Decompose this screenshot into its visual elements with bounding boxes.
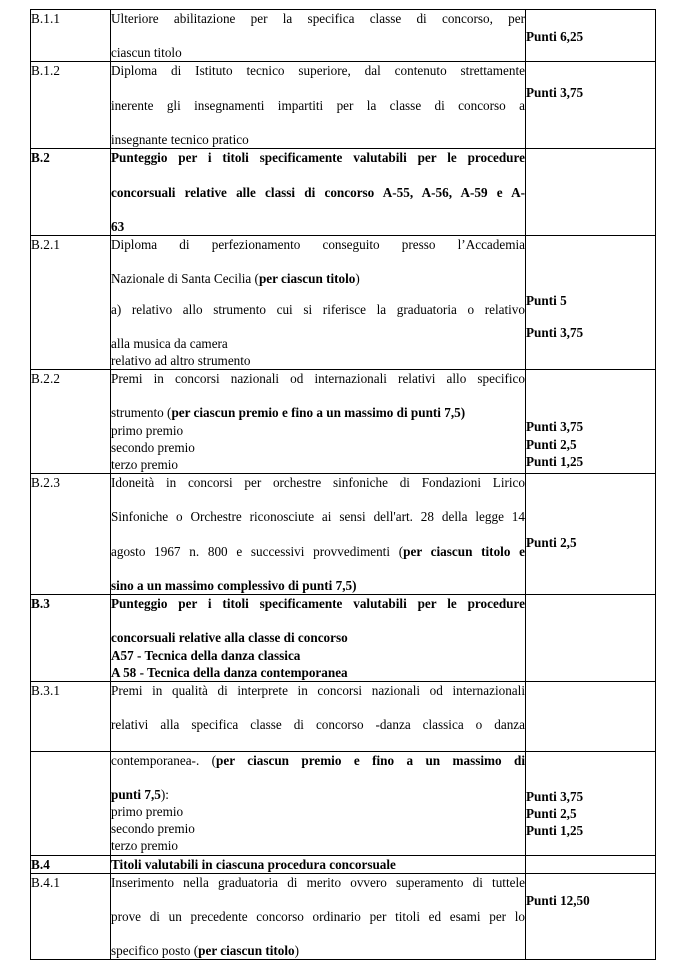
row-code: B.4.1 [31, 874, 61, 890]
points-block [526, 370, 655, 470]
row-description-cell [111, 149, 526, 236]
scoring-criteria-table [30, 9, 656, 960]
row-points-cell [526, 751, 656, 855]
row-points-cell [526, 236, 656, 370]
description-line: 63 [111, 218, 125, 234]
table-row [31, 751, 656, 855]
description-line: Inserimento nella graduatoria di merito ovvero superamento di tuttele [111, 874, 525, 890]
points-value: Punti 3,75 [526, 325, 584, 341]
description-line: Ulteriore abilitazione per la specifica classe di concorso, per [111, 11, 525, 26]
points-value: Punti 3,75 [526, 788, 584, 804]
row-code: B.3.1 [31, 682, 61, 698]
row-points-cell [526, 855, 656, 873]
table-row [31, 10, 656, 62]
table-row [31, 474, 656, 595]
points-block [526, 62, 655, 101]
row-description-cell [111, 370, 526, 474]
description-line: concorsuali relative alle classi di concorso A-55, A-56, A-59 e A- [111, 184, 525, 200]
row-points-cell [526, 474, 656, 595]
description-line: A 58 - Tecnica della danza contemporanea [111, 664, 348, 680]
description-line: a) relativo allo strumento cui si riferisce la graduatoria o relativo [111, 301, 525, 317]
description-line: Premi in concorsi nazionali od internazionali relativi allo specifico [111, 371, 525, 387]
row-code-cell [31, 62, 111, 149]
description-line: sino a un massimo complessivo di punti 7,5) [111, 578, 357, 593]
description-line: contemporanea-. (per ciascun premio e fino a un massimo di [111, 752, 525, 768]
row-code-cell [31, 149, 111, 236]
row-description-cell [111, 62, 526, 149]
points-value: Punti 2,5 [526, 436, 577, 452]
row-code: B.3 [31, 596, 50, 612]
row-description-cell [111, 474, 526, 595]
row-points-cell [526, 10, 656, 62]
row-points-cell [526, 149, 656, 236]
table-row [31, 681, 656, 751]
description-line: Diploma di perfezionamento conseguito presso l’Accademia [111, 237, 525, 253]
row-code-cell [31, 10, 111, 62]
table-row [31, 370, 656, 474]
points-block [526, 10, 655, 45]
row-code-cell [31, 855, 111, 873]
row-code: B.1.1 [31, 11, 61, 26]
points-block [526, 752, 655, 840]
row-code-cell [31, 236, 111, 370]
row-description-cell [111, 855, 526, 873]
description-line: punti 7,5): [111, 786, 169, 802]
row-description-cell [111, 751, 526, 855]
row-description-cell [111, 236, 526, 370]
row-code: B.2 [31, 150, 50, 166]
description-line: terzo premio [111, 838, 179, 854]
table-row [31, 595, 656, 682]
description-line: Sinfoniche o Orchestre riconosciute ai sensi dell'art. 28 della legge 14 [111, 509, 525, 525]
description-line: A57 - Tecnica della danza classica [111, 647, 301, 663]
row-points-cell [526, 681, 656, 751]
description-line: concorsuali relative alla classe di concorso [111, 630, 348, 646]
points-value: Punti 2,5 [526, 805, 577, 821]
row-code-cell [31, 873, 111, 960]
row-description-cell [111, 873, 526, 960]
description-line: prove di un precedente concorso ordinario per titoli ed esami per lo [111, 908, 525, 924]
description-line: alla musica da camera [111, 335, 228, 351]
points-value: Punti 12,50 [526, 892, 590, 908]
description-line: insegnante tecnico pratico [111, 132, 249, 148]
description-line: Titoli valutabili in ciascuna procedura concorsuale [111, 856, 396, 872]
row-code: B.2.1 [31, 237, 61, 253]
table-row [31, 62, 656, 149]
points-value: Punti 3,75 [526, 419, 584, 435]
points-value: Punti 5 [526, 293, 567, 309]
row-code-cell [31, 474, 111, 595]
points-block [526, 874, 655, 909]
row-description-cell [111, 10, 526, 62]
row-points-cell [526, 370, 656, 474]
table-row [31, 236, 656, 370]
description-line: Nazionale di Santa Cecilia (per ciascun titolo) [111, 271, 360, 287]
row-code-cell [31, 751, 111, 855]
points-value: Punti 3,75 [526, 85, 584, 101]
description-line: ciascun titolo [111, 45, 182, 61]
description-line: primo premio [111, 422, 184, 438]
description-line: Punteggio per i titoli specificamente valutabili per le procedure [111, 150, 525, 166]
row-description-cell [111, 681, 526, 751]
description-line: relativi alla specifica classe di concorso -danza classica o danza [111, 717, 525, 733]
table-row [31, 149, 656, 236]
row-code: B.4 [31, 856, 50, 872]
row-code-cell [31, 595, 111, 682]
row-points-cell [526, 873, 656, 960]
row-code-cell [31, 370, 111, 474]
description-line: Diploma di Istituto tecnico superiore, dal contenuto strettamente [111, 63, 525, 79]
description-line: primo premio [111, 804, 184, 820]
description-line: inerente gli insegnamenti impartiti per la classe di concorso a [111, 97, 525, 113]
description-line: terzo premio [111, 456, 179, 472]
row-code: B.2.3 [31, 475, 61, 491]
row-code-cell [31, 681, 111, 751]
blank-line [111, 288, 525, 301]
description-line: secondo premio [111, 821, 195, 837]
points-value: Punti 1,25 [526, 453, 584, 469]
row-description-cell [111, 595, 526, 682]
description-line: Idoneità in concorsi per orchestre sinfoniche di Fondazioni Lirico [111, 475, 525, 491]
row-points-cell [526, 62, 656, 149]
row-code: B.2.2 [31, 371, 61, 387]
table-body [31, 10, 656, 960]
points-block [526, 236, 655, 342]
row-code: B.1.2 [31, 63, 61, 79]
description-line: strumento (per ciascun premio e fino a un massimo di punti 7,5) [111, 405, 466, 421]
points-block [526, 474, 655, 551]
row-points-cell [526, 595, 656, 682]
description-line: specifico posto (per ciascun titolo) [111, 943, 300, 959]
points-value: Punti 2,5 [526, 535, 577, 551]
points-value: Punti 1,25 [526, 823, 584, 839]
table-row [31, 855, 656, 873]
table-row [31, 873, 656, 960]
description-line: relativo ad altro strumento [111, 352, 251, 368]
points-value: Punti 6,25 [526, 29, 584, 44]
description-line: Punteggio per i titoli specificamente valutabili per le procedure [111, 596, 525, 612]
description-line: agosto 1967 n. 800 e successivi provvedimenti (per ciascun titolo e [111, 543, 525, 559]
description-line: Premi in qualità di interprete in concorsi nazionali od internazionali [111, 682, 525, 698]
description-line: secondo premio [111, 439, 195, 455]
